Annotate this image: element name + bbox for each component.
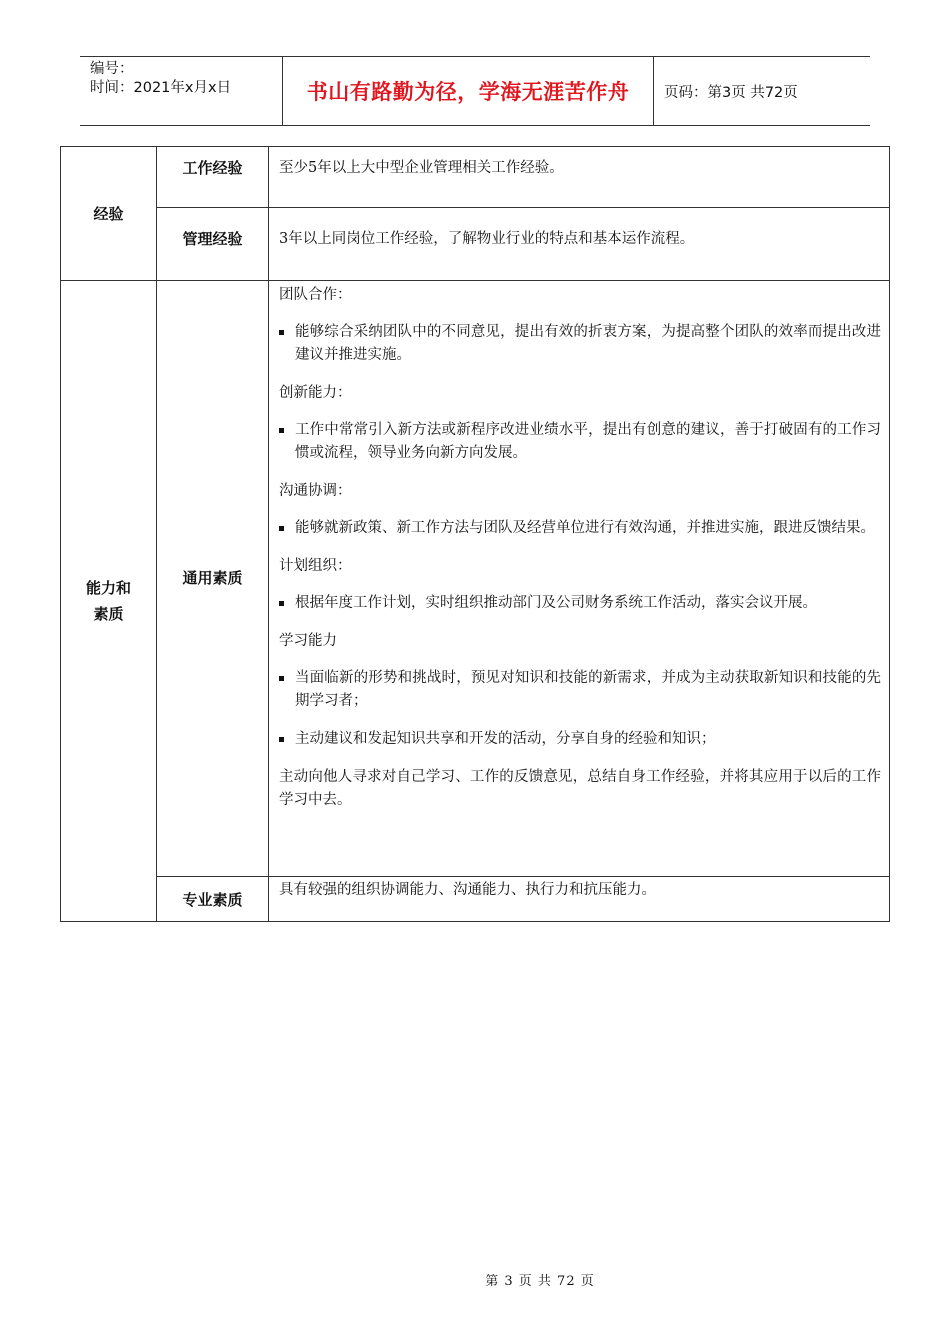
general-quality-content bbox=[269, 281, 890, 877]
page-footer: 第 3 页 共 72 页 bbox=[485, 1274, 595, 1289]
section-title: 计划组织： bbox=[279, 558, 352, 574]
list-item bbox=[279, 321, 881, 367]
table-row bbox=[61, 281, 890, 877]
bullet-square-icon bbox=[279, 428, 284, 433]
work-experience-text: 至少5年以上大中型企业管理相关工作经验。 bbox=[269, 147, 890, 208]
general-quality-label: 通用素质 bbox=[157, 281, 269, 877]
management-experience-label: 管理经验 bbox=[157, 208, 269, 281]
list-item-text: 当面临新的形势和挑战时，预见对知识和技能的新需求，并成为主动获取新知识和技能的先期学习者； bbox=[295, 670, 881, 709]
section-title: 创新能力： bbox=[279, 385, 352, 401]
document-time-label: 时间：2021年x月x日 bbox=[90, 80, 232, 96]
list-item-text: 能够就新政策、新工作方法与团队及经营单位进行有效沟通，并推进实施，跟进反馈结果。 bbox=[295, 520, 875, 536]
ability-category-line2: 素质 bbox=[93, 605, 124, 623]
document-number-label: 编号： bbox=[90, 61, 134, 77]
ability-category bbox=[61, 281, 157, 922]
bullet-square-icon bbox=[279, 676, 284, 681]
management-experience-text: 3年以上同岗位工作经验，了解物业行业的特点和基本运作流程。 bbox=[269, 208, 890, 281]
header-meta bbox=[90, 57, 282, 125]
professional-quality-label: 专业素质 bbox=[157, 877, 269, 922]
header-motto: 书山有路勤为径，学海无涯苦作舟 bbox=[282, 57, 654, 125]
header-page-info: 页码：第3页 共72页 bbox=[664, 84, 798, 101]
list-item bbox=[279, 592, 881, 615]
bullet-square-icon bbox=[279, 330, 284, 335]
section-communication bbox=[279, 480, 881, 540]
table-row bbox=[61, 208, 890, 281]
job-requirements-table bbox=[60, 146, 890, 922]
closing-paragraph: 主动向他人寻求对自己学习、工作的反馈意见，总结自身工作经验，并将其应用于以后的工作学习中去。 bbox=[279, 769, 881, 808]
list-item-text: 能够综合采纳团队中的不同意见，提出有效的折衷方案，为提高整个团队的效率而提出改进建议并推进实施。 bbox=[295, 324, 881, 363]
section-title: 团队合作： bbox=[279, 287, 352, 303]
section-teamwork bbox=[279, 284, 881, 367]
list-item bbox=[279, 517, 881, 540]
section-planning bbox=[279, 555, 881, 615]
bullet-square-icon bbox=[279, 737, 284, 742]
experience-category: 经验 bbox=[61, 147, 157, 281]
table-row bbox=[61, 877, 890, 922]
work-experience-label: 工作经验 bbox=[157, 147, 269, 208]
list-item-text: 主动建议和发起知识共享和开发的活动，分享自身的经验和知识； bbox=[295, 731, 716, 747]
page-header bbox=[80, 56, 870, 126]
list-item-text: 工作中常常引入新方法或新程序改进业绩水平，提出有创意的建议，善于打破固有的工作习惯或流程，领导业务向新方向发展。 bbox=[295, 422, 881, 461]
section-title: 学习能力 bbox=[279, 633, 337, 649]
bullet-square-icon bbox=[279, 601, 284, 606]
section-innovation bbox=[279, 382, 881, 465]
list-item bbox=[279, 667, 881, 713]
section-learning bbox=[279, 630, 881, 751]
section-title: 沟通协调： bbox=[279, 483, 352, 499]
bullet-square-icon bbox=[279, 526, 284, 531]
table-row bbox=[61, 147, 890, 208]
professional-quality-text: 具有较强的组织协调能力、沟通能力、执行力和抗压能力。 bbox=[269, 877, 890, 922]
list-item bbox=[279, 728, 881, 751]
ability-category-line1: 能力和 bbox=[85, 579, 131, 597]
list-item-text: 根据年度工作计划，实时组织推动部门及公司财务系统工作活动，落实会议开展。 bbox=[295, 595, 817, 611]
list-item bbox=[279, 419, 881, 465]
